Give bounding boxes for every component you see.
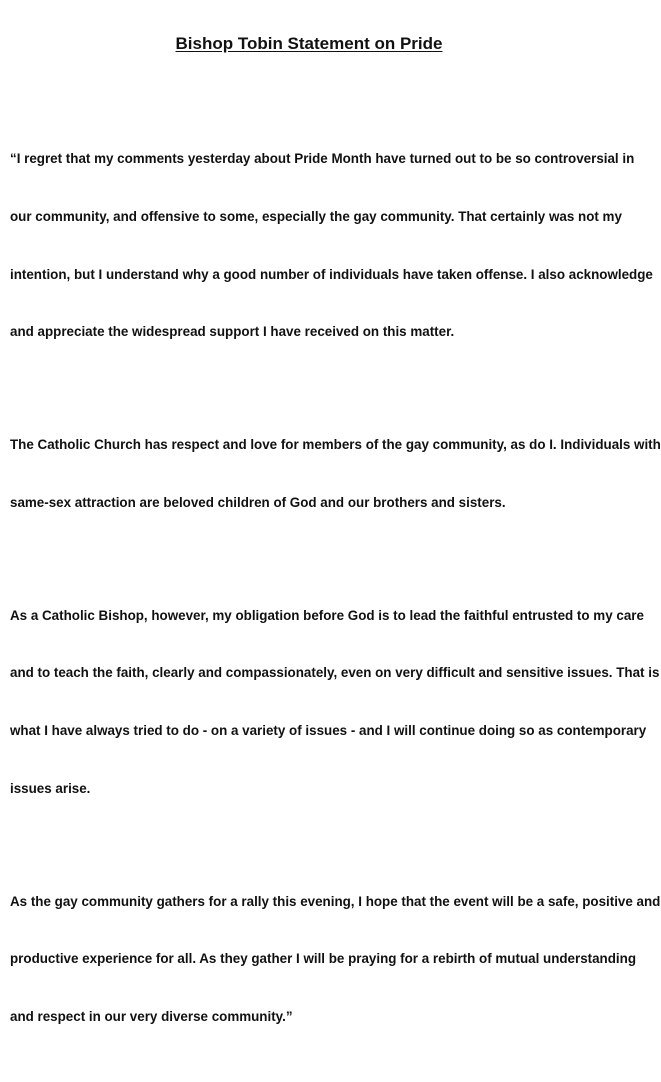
paragraph-line: As a Catholic Bishop, however, my obligation before God is to lead the faithful entrusted to my care: [10, 607, 644, 623]
paragraph-line: “I regret that my comments yesterday about Pride Month have turned out to be so controversial in: [10, 151, 635, 167]
statement-body: [10, 111, 661, 1082]
document-title: Bishop Tobin Statement on Pride: [175, 34, 443, 53]
paragraph-line: what I have always tried to do - on a variety of issues - and I will continue doing so as contemporary: [10, 723, 647, 739]
paragraph-line: and respect in our very diverse community.”: [10, 1008, 293, 1024]
paragraph-2: [10, 397, 661, 551]
paragraph-line: As the gay community gathers for a rally this evening, I hope that the event will be a safe, positive and: [10, 893, 661, 909]
paragraph-line: productive experience for all. As they gather I will be praying for a rebirth of mutual understanding: [10, 951, 636, 967]
paragraph-4: [10, 853, 661, 1064]
paragraph-line: intention, but I understand why a good number of individuals have taken offense. I also acknowledge: [10, 266, 653, 282]
paragraph-line: and to teach the faith, clearly and compassionately, even on very difficult and sensitive issues. That is: [10, 665, 660, 681]
paragraph-1: [10, 111, 653, 380]
paragraph-line: our community, and offensive to some, especially the gay community. That certainly was not my: [10, 209, 622, 225]
paragraph-line: issues arise.: [10, 780, 91, 796]
paragraph-line: and appreciate the widespread support I have received on this matter.: [10, 324, 455, 340]
paragraph-line: The Catholic Church has respect and love for members of the gay community, as do I. Individuals with: [10, 437, 661, 453]
paragraph-3: [10, 567, 660, 836]
paragraph-line: same-sex attraction are beloved children of God and our brothers and sisters.: [10, 494, 506, 510]
